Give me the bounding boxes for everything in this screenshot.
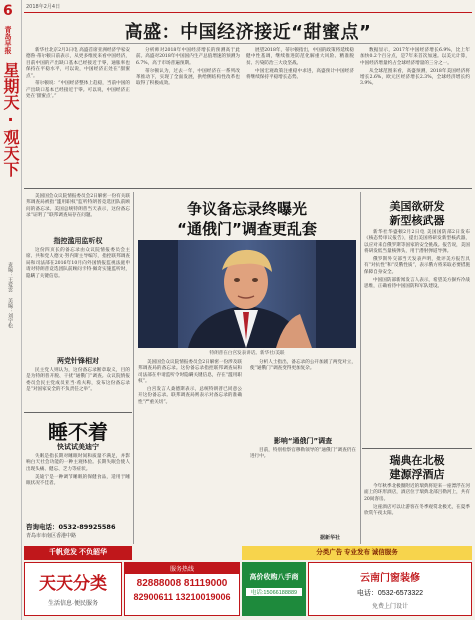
top-rule — [24, 12, 472, 13]
nuke-para: 新华社华盛顿2月2日电 美国国防部2日发布《核态势审议报告》，提出美国将研发新型核武器，以应对来自俄罗斯等国家的安全挑战。报告说，美国将研发低当量核弹头，用于潜射弹道导弹。 — [364, 230, 470, 255]
lead-col4-para: 数据显示，2017年中国经济增长6.9%，比上年加快0.2个百分点，是7年来首次加速。以美元计算，中国经济增量约占全球经济增量的三分之一。 — [360, 48, 470, 66]
lead-col3-para: 中国宏观政策注重稳中求进，高盛预计中国经济将继续保持平稳增长态势。 — [246, 68, 354, 81]
hotel-body — [364, 484, 470, 519]
yunnan-sub: 免费上门设计 — [371, 604, 408, 610]
trump-para: 目前，特别检察官穆勒领导的“通俄门”调查仍在进行中。 — [250, 448, 356, 460]
trump-para: 美国国会众议院情报委员会2日解密一份涉及联邦调查局的备忘录。这份备忘录指控联邦调查局和司法部在申请监听令时隐瞒关键信息，存在“滥用职权”。 — [138, 360, 242, 385]
tianfang-title: 天天分类 — [39, 574, 107, 593]
left-story-para: 这份四页长的备忘录由众议院情报委员会主席、共和党人德文·努内斯主导编写，指控联邦调查局和司法部在2016年10月向外国情报监视法庭申请对特朗普竞选团队前顾问卡特·佩奇实施监听时，隐瞒了关键信息。 — [26, 248, 130, 279]
trump-photo — [138, 240, 356, 348]
trump-column-3 — [250, 448, 356, 462]
paper-name: 青岛早报 — [4, 26, 12, 54]
trump-photo-caption: 特朗普在白宫发表讲话。新华社/美联 — [209, 351, 285, 356]
issue-date: 2018年2月4日 — [26, 4, 61, 10]
red-banner-text: 千帆竞发 不负韶华 — [49, 549, 107, 556]
left-story-para: 美国国会众议院情报委员会2日解密一份有关联邦调查局被指“滥用职权”监听特朗普竞选团队前顾问的备忘录。美国总统特朗普当天表示，这份备忘录“证明了”联邦调查局存在问题。 — [26, 194, 130, 219]
sleep-body — [26, 454, 130, 489]
left-story-intro — [26, 194, 130, 221]
left-story-body-2 — [26, 368, 130, 395]
sleep-para: 失眠是指长期对睡眠时间和质量不满足，并影响白天社会功能的一种主观体验。长期失眠会使人出现头痛、健忘、乏力等症状。 — [26, 454, 130, 472]
lead-column-1 — [26, 48, 130, 102]
trump-byline: 据新华社 — [320, 535, 341, 541]
nuke-para: 中国国防部新闻发言人表示，希望美方摒弃冷战思维，正确看待中国国防和军队建设。 — [364, 277, 470, 290]
green-ad-phone: 电话:15066188889 — [246, 588, 302, 596]
hotel-para: 这座酒店可以让游客在冬季观赏北极光，在夏季欣赏午夜太阳。 — [364, 504, 470, 517]
lead-col1-para: 蒂尔顿说：“中国经济整体上趋稳，当前中国的产出缺口基本已经接近于零。可以说，中国经济正处在‘甜蜜点’。” — [26, 81, 130, 100]
trump-headline-1: 争议备忘录终曝光 — [186, 200, 307, 218]
green-ad — [242, 562, 306, 616]
hotel-headline-2: 建源浮酒店 — [389, 468, 445, 481]
sleep-headline: 睡不着 — [48, 420, 108, 444]
trump-photo-illustration — [138, 240, 356, 348]
classified-tag-text: 分类广告 专业发布 诚信服务 — [316, 549, 398, 556]
lead-headline-rule — [60, 43, 440, 44]
trump-column-1 — [138, 360, 242, 408]
sleep-para: 美迪宁是一种调节睡眠的保健食品，适用于睡眠状况不佳者。 — [26, 474, 130, 487]
red-banner-ad — [24, 546, 132, 560]
trump-subhead: 影响“通俄门”调查 — [273, 437, 333, 445]
lead-col1-para: 新华社北京2月3日电 高盛首席亚洲经济学家安德鲁·蒂尔顿日前表示，从更多维度来看中国经济，目前中国的产出缺口基本已经接近于零，通胀率也保持在平稳水平，可以说，中国经济正处在“甜蜜点”。 — [26, 48, 130, 79]
left-subhead-2: 两党针锋相对 — [57, 357, 99, 365]
sleep-ad-rule — [24, 412, 132, 413]
yunnan-title: 云南门窗装修 — [360, 573, 420, 584]
green-ad-title: 高价收购八手商 — [249, 574, 299, 581]
page-number: 6 — [3, 3, 13, 19]
tianfang-tag: 生活信息·便民服务 — [48, 601, 98, 607]
sleep-address: 青岛市市南区香港中路 — [26, 533, 77, 539]
lead-bottom-rule — [24, 188, 472, 189]
left-story-body — [26, 248, 130, 281]
left-story-para: 民主党人则认为，这份备忘录断章取义，目的是为特朗普开脱、干扰“通俄门”调查。众议院情报委员会民主党成员亚当·希夫称，发布这份备忘录是“对国家安全的不负责任之举”。 — [26, 368, 130, 393]
nuke-headline-2: 新型核武器 — [389, 214, 445, 227]
lead-col4-para: 从全球范围来看，高盛预测，2018年美国经济将增长2.6%，欧元区经济增长2.3%，全球经济增长约3.9%。 — [360, 68, 470, 87]
lead-headline: 高盛：中国经济接近“甜蜜点” — [124, 22, 372, 43]
trump-headline-2: “通俄门”调查更乱套 — [177, 220, 317, 238]
trump-para: 白宫发言人桑德斯表示，总统特朗普已同意公开这份备忘录。联邦调查局则表示对备忘录的准确性“严重关切”。 — [138, 387, 242, 405]
hotel-para: 今年秋季北极圈附近的瑞典将迎来一座漂浮在河面上的环形酒店，酒店位于瑞典北部吕勒河上，共有20间客房。 — [364, 484, 470, 502]
col-divider-right — [360, 192, 361, 544]
nuke-headline-1: 美国欲研发 — [389, 200, 445, 213]
hotline-label: 服务热线 — [125, 563, 239, 574]
lead-column-4 — [360, 48, 470, 89]
sleep-subhead: 快试试美迪宁 — [57, 443, 99, 451]
nuke-para: 俄罗斯外交部当天发表声明，批评美方报告具有“对抗性”和“反俄性质”，表示俄方将采取必要措施保障自身安全。 — [364, 257, 470, 275]
left-subhead-1: 指控滥用监听权 — [53, 237, 103, 245]
col-divider-left — [133, 192, 134, 544]
classified-tag-ad — [242, 546, 472, 560]
hotline-phone-1: 82888008 81119000 — [136, 578, 228, 589]
lead-col2-para: 分析师对2018年中国经济增长的预测高于此前。高盛对2018年中国国内生产总值增速的预测为6.7%，高于市场普遍预期。 — [136, 48, 240, 66]
trump-para: 分析人士指出，备忘录的公开加剧了两党对立，使“通俄门”调查变得更加复杂。 — [250, 360, 356, 372]
lead-col3-para: 展望2018年，蒂尔顿指出，中国的政策将延续稳健中性基调，继续推进防范化解重大风险、精准脱贫、污染防治三大攻坚战。 — [246, 48, 354, 66]
lead-column-2 — [136, 48, 240, 89]
hotline-ad — [124, 562, 240, 616]
section-title: 星期天·观天下 — [1, 62, 20, 177]
yunnan-ad — [308, 562, 472, 616]
sleep-phone: 咨询电话：0532-89925586 — [26, 523, 116, 531]
lead-column-3 — [246, 48, 354, 83]
lead-col2-para: 蒂尔顿认为，过去一年，中国经济在一系列改革推动下，实现了全面发展，供给侧结构性改革也取得了积极成效。 — [136, 68, 240, 87]
hotline-phone-2: 82900611 13210019006 — [133, 592, 231, 602]
editor-credit: 责编：王爱雲 美编：刘宇松 — [7, 262, 13, 328]
trump-column-2 — [250, 360, 356, 374]
hotel-headline-1: 瑞典在北极 — [389, 454, 445, 467]
ruian-rule — [362, 448, 472, 449]
yunnan-phone: 电话：0532-6573322 — [356, 590, 424, 597]
masthead-sidebar — [0, 0, 22, 620]
tianfang-ad — [24, 562, 122, 616]
nuke-body — [364, 230, 470, 292]
